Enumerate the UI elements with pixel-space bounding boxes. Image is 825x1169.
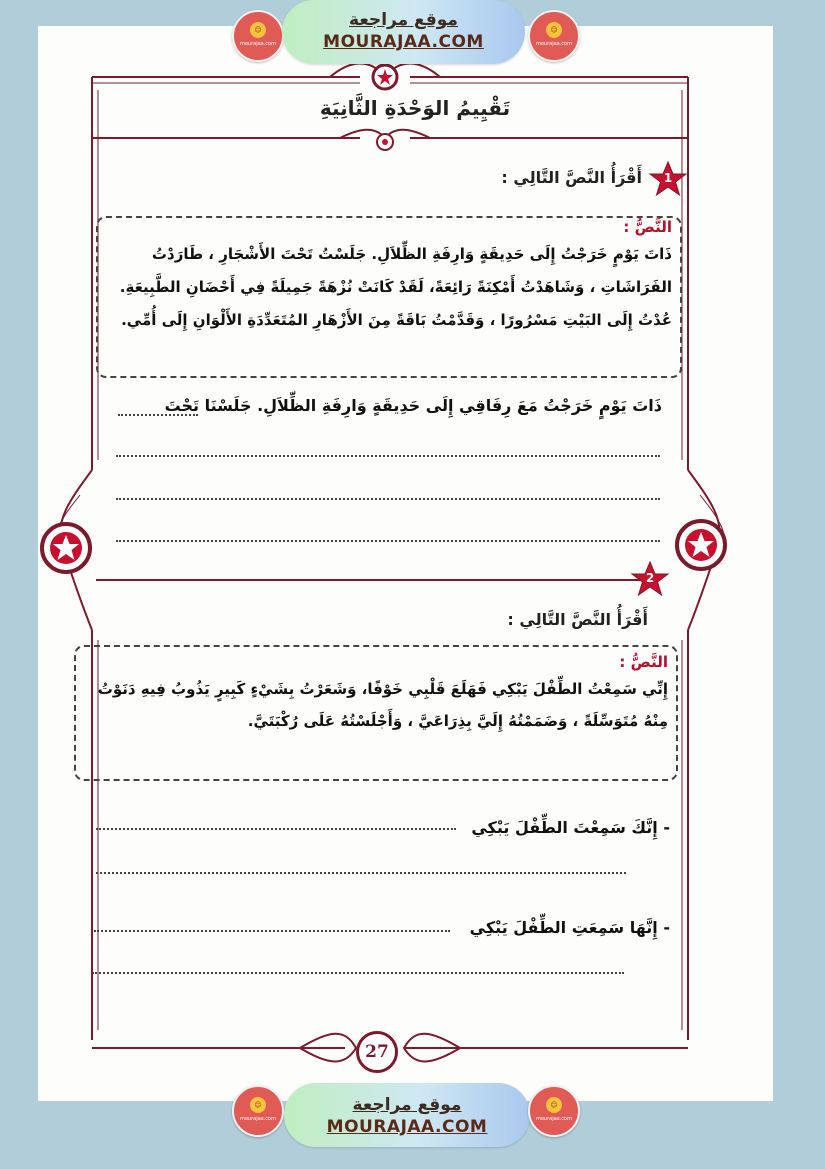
section-2-passage: إِنِّي سَمِعْتُ الطِّفْلَ يَبْكِي فَهَلَعَ قَلْبِي خَوْفًا، وَشَعَرْتُ بِشَيْءٍ كَبِيرٍ يَذُوبُ فِيهِ دَنَوْتُ مِنْهُ مُتَوَسِّلَةً ، وَضَمَمْتُهُ إِلَيَّ بِذِرَاعَيَّ ، وَأَجْلَسْتُهُ عَلَى رُكْبَتَيَّ. [97,680,668,730]
site-name-ar: موقع مراجعة [352,1095,462,1115]
page-number: 27 [356,1031,398,1073]
section-1-answer-line-2[interactable] [116,455,660,457]
site-name-en[interactable]: MOURAJAA.COM [323,32,484,52]
site-name-en[interactable]: MOURAJAA.COM [326,1117,488,1137]
logo-text: mourajaa.com [535,1116,572,1122]
section-2-answer-line-4[interactable] [92,972,624,974]
section-2-text-box [74,645,678,781]
section-1-box-label: النَّصُّ : [623,218,672,236]
section-2-prompt-1: - إِنَّكَ سَمِعْتَ الطِّفْلَ يَبْكِي [471,818,670,837]
section-2-instruction: أَقْرَأُ النَّصَّ التَّالِي : [507,610,648,629]
section-1-number: 1 [663,171,673,185]
unit-title: تَقْيِيمُ الوَحْدَةِ الثَّانِيَةِ [319,96,511,120]
section-1-instruction: أَقْرَأُ النَّصَّ التَّالِي : [501,168,642,187]
site-name-ar: موقع مراجعة [349,10,458,30]
logo-text: mourajaa.com [239,1116,276,1122]
site-logo-left-top [232,10,284,62]
section-1-answer-line-1[interactable] [118,414,198,416]
logo-icon: ☺ [250,22,266,38]
section-2-answer-line-3[interactable] [94,930,450,932]
site-logo-right-top [528,10,580,62]
logo-icon: ☺ [546,1097,562,1113]
logo-text: mourajaa.com [239,41,276,47]
section-2-answer-line-2[interactable] [96,872,626,874]
section-2-prompt-2: - إِنَّهَا سَمِعَتِ الطِّفْلَ يَبْكِي [469,918,670,937]
logo-icon: ☺ [250,1097,266,1113]
section-1-text-box [96,216,682,378]
logo-icon: ☺ [546,22,562,38]
site-banner-top[interactable] [282,0,525,64]
site-logo-right-bottom [528,1085,580,1137]
section-2-answer-line-1[interactable] [96,828,456,830]
section-1-answer-prompt: ذَاتَ يَوْمٍ خَرَجْتُ مَعَ رِفَاقِي إِلَى حَدِيقَةٍ وَارِفَةِ الظِّلاَلِ. جَلَسْنَا تَحْتَ [164,396,662,415]
section-1-passage: ذَاتَ يَوْمٍ خَرَجْتُ إِلَى حَدِيقَةٍ وَارِفَةِ الظِّلاَلِ. جَلَسْتُ تَحْتَ الأَشْجَارِ ، طَارَدْتُ الفَرَاشَاتِ ، وَشَاهَدْتُ أَمْكِنَةً رَائِعَةً، لَقَدْ كَانَتْ نُزْهَةً جَمِيلَةً فِي أَحْضَانِ الطَّبِيعَةِ. عُدْتُ إِلَى البَيْتِ مَسْرُورًا ، وَقَدَّمْتُ بَاقَةً مِنَ الأَزْهَارِ المُتَعَدِّدَةِ الأَلْوَانِ إِلَى أُمِّي. [119,245,672,329]
section-2-box-label: النَّصُّ : [619,653,668,671]
section-1-answer-line-3[interactable] [116,498,660,500]
section-2-number: 2 [645,571,655,585]
logo-text: mourajaa.com [535,41,572,47]
section-1-answer-line-4[interactable] [116,540,660,542]
site-logo-left-bottom [232,1085,284,1137]
site-banner-bottom[interactable] [284,1083,530,1147]
